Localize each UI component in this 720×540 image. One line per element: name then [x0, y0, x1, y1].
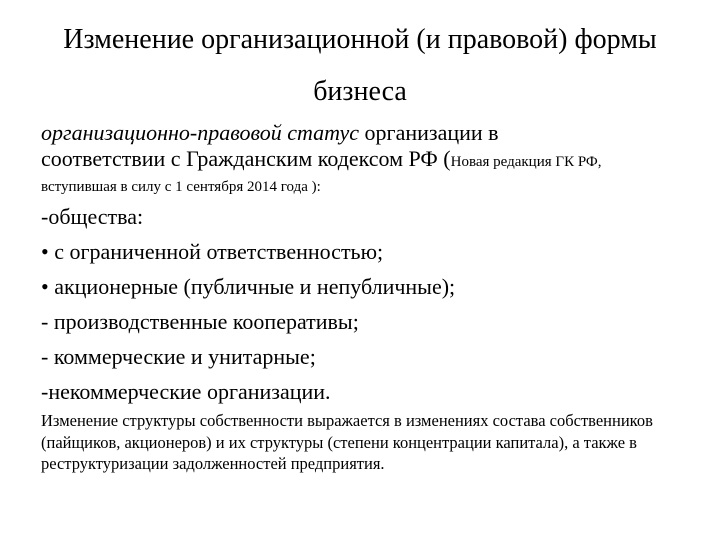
- closing-paragraph: Изменение структуры собственности выражается в изменениях состава собственников (пайщиков, акционеров) и их структуры (степени концентрации капитала), а также в реструктуризации задолженностей предприятия.: [41, 411, 653, 473]
- intro-line-3: вступившая в силу с 1 сентября 2014 года ):: [41, 179, 321, 195]
- intro-italic-term: организационно-правовой статус: [41, 120, 360, 145]
- intro-line-2-main: соответствии с Гражданским кодексом РФ (: [41, 146, 451, 171]
- intro-line-1-rest: организации в: [359, 120, 499, 145]
- slide-title-line-2: бизнеса: [313, 76, 407, 107]
- list-item: -некоммерческие организации.: [41, 379, 331, 404]
- intro-line-2-small: Новая редакция ГК РФ,: [450, 154, 602, 170]
- list-item: - коммерческие и унитарные;: [41, 344, 316, 369]
- list-item: - производственные кооперативы;: [41, 309, 359, 334]
- list-item: • акционерные (публичные и непубличные);: [41, 274, 456, 299]
- intro-line-1: [41, 120, 499, 146]
- list-item: -общества:: [41, 204, 144, 229]
- list-item: • с ограниченной ответственностью;: [41, 239, 384, 264]
- slide-title-line-1: Изменение организационной (и правовой) формы: [63, 24, 657, 55]
- intro-line-2: [41, 146, 602, 172]
